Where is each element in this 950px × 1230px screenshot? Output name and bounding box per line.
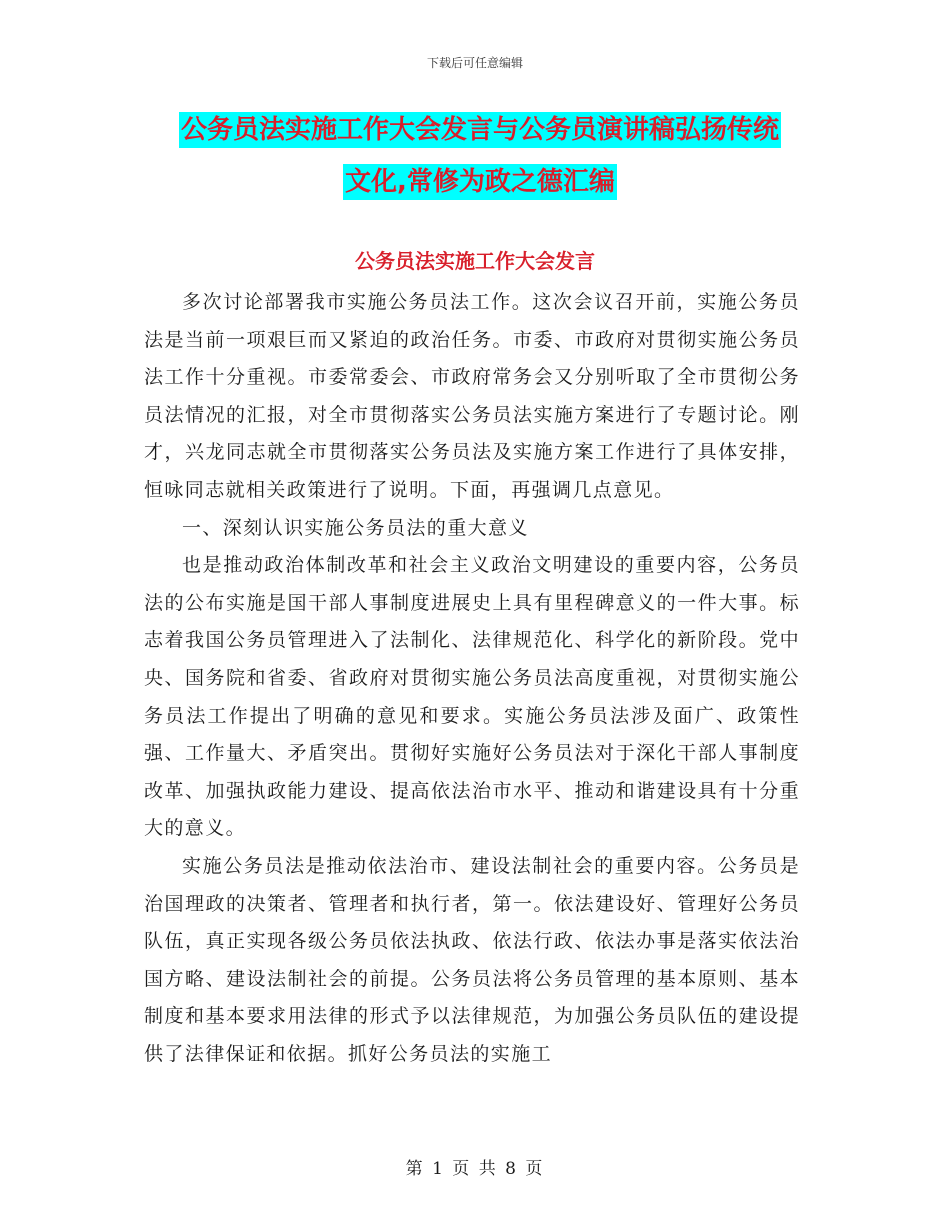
document-body xyxy=(144,284,800,1073)
paragraph-heading: 一、深刻认识实施公务员法的重大意义 xyxy=(182,516,529,539)
paragraph: 多次讨论部署我市实施公务员法工作。这次会议召开前，实施公务员法是当前一项艰巨而又紧迫的政治任务。市委、市政府对贯彻实施公务员法工作十分重视。市委常委会、市政府常务会又分别听取了全市贯彻公务员法情况的汇报，对全市贯彻落实公务员法实施方案进行了专题讨论。刚才，兴龙同志就全市贯彻落实公务员法及实施方案工作进行了具体安排，恒咏同志就相关政策进行了说明。下面，再强调几点意见。 xyxy=(144,291,800,501)
section-title: 公务员法实施工作大会发言 xyxy=(355,249,595,273)
page-number: 第 1 页 共 8 页 xyxy=(405,1159,545,1179)
document-title-line-1: 公务员法实施工作大会发言与公务员演讲稿弘扬传统 xyxy=(179,112,781,148)
document-title xyxy=(150,104,810,208)
paragraph: 实施公务员法是推动依法治市、建设法制社会的重要内容。公务员是治国理政的决策者、管理者和执行者，第一。依法建设好、管理好公务员队伍，真正实现各级公务员依法执政、依法行政、依法办事是落实依法治国方略、建设法制社会的前提。公务员法将公务员管理的基本原则、基本制度和基本要求用法律的形式予以法律规范，为加强公务员队伍的建设提供了法律保证和依据。抓好公务员法的实施工 xyxy=(144,854,800,1065)
header-note: 下载后可任意编辑 xyxy=(426,56,523,70)
document-title-line-2: 文化,常修为政之德汇编 xyxy=(343,164,617,200)
paragraph: 也是推动政治体制改革和社会主义政治文明建设的重要内容，公务员法的公布实施是国干部人事制度进展史上具有里程碑意义的一件大事。标志着我国公务员管理进入了法制化、法律规范化、科学化的新阶段。党中央、国务院和省委、省政府对贯彻实施公务员法高度重视，对贯彻实施公务员法工作提出了明确的意见和要求。实施公务员法涉及面广、政策性强、工作量大、矛盾突出。贯彻好实施好公务员法对于深化干部人事制度改革、加强执政能力建设、提高依法治市水平、推动和谐建设具有十分重大的意义。 xyxy=(144,554,800,840)
